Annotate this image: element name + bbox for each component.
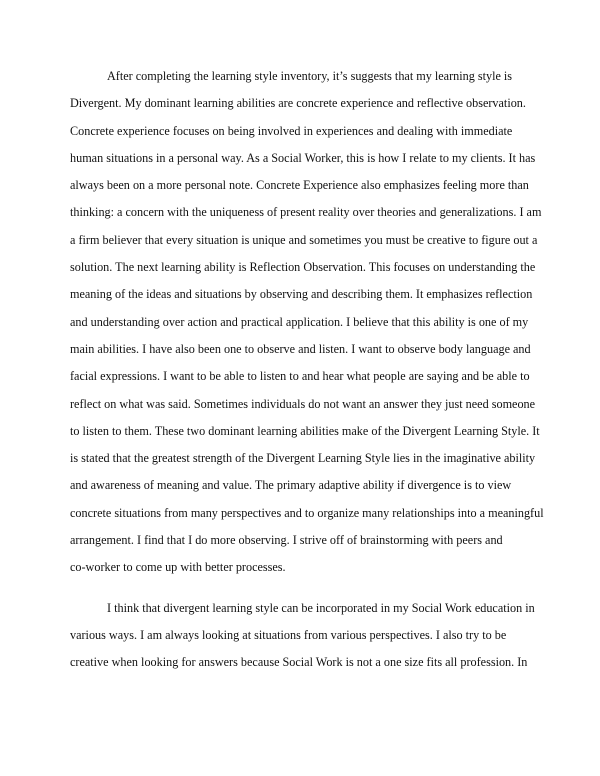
paragraph-line: and understanding over action and practical application. I believe that this ability is one of my xyxy=(70,314,529,329)
paragraph-line: creative when looking for answers because Social Work is not a one size fits all profession. In xyxy=(70,655,528,670)
paragraph-1 xyxy=(70,66,544,585)
document-body xyxy=(70,66,544,680)
paragraph-line: and awareness of meaning and value. The primary adaptive ability if divergence is to view xyxy=(70,478,512,493)
paragraph-line: concrete situations from many perspectives and to organize many relationships into a meaningful xyxy=(70,505,544,520)
paragraph-line: reflect on what was said. Sometimes individuals do not want an answer they just need someone xyxy=(70,396,536,411)
paragraph-line: arrangement. I find that I do more observing. I strive off of brainstorming with peers and xyxy=(70,533,503,548)
paragraph-line: is stated that the greatest strength of the Divergent Learning Style lies in the imaginative ability xyxy=(70,451,536,466)
paragraph-spacer xyxy=(70,585,540,598)
paragraph-line: After completing the learning style inventory, it’s suggests that my learning style is xyxy=(107,69,513,83)
paragraph-line: various ways. I am always looking at situations from various perspectives. I also try to be xyxy=(70,627,507,642)
paragraph-line: Concrete experience focuses on being involved in experiences and dealing with immediate xyxy=(70,123,513,138)
paragraph-line: co-worker to come up with better processes. xyxy=(70,560,286,575)
paragraph-line: to listen to them. These two dominant learning abilities make of the Divergent Learning Style. It xyxy=(70,423,540,438)
paragraph-line: human situations in a personal way. As a Social Worker, this is how I relate to my clients. It has xyxy=(70,150,536,165)
paragraph-line: Divergent. My dominant learning abilities are concrete experience and reflective observation. xyxy=(70,96,526,111)
paragraph-line: a firm believer that every situation is unique and sometimes you must be creative to figure out a xyxy=(70,232,538,247)
paragraph-line: thinking: a concern with the uniqueness of present reality over theories and generalizations. I am xyxy=(70,205,542,220)
paragraph-line: I think that divergent learning style can be incorporated in my Social Work education in xyxy=(107,600,535,615)
paragraph-line: meaning of the ideas and situations by observing and describing them. It emphasizes reflection xyxy=(70,287,533,302)
paragraph-line: solution. The next learning ability is Reflection Observation. This focuses on understanding the xyxy=(70,260,536,275)
paragraph-line: facial expressions. I want to be able to listen to and hear what people are saying and be able to xyxy=(70,369,530,384)
paragraph-2 xyxy=(70,598,540,680)
paragraph-line: always been on a more personal note. Concrete Experience also emphasizes feeling more than xyxy=(70,178,529,193)
paragraph-line: main abilities. I have also been one to observe and listen. I want to observe body language and xyxy=(70,341,531,356)
